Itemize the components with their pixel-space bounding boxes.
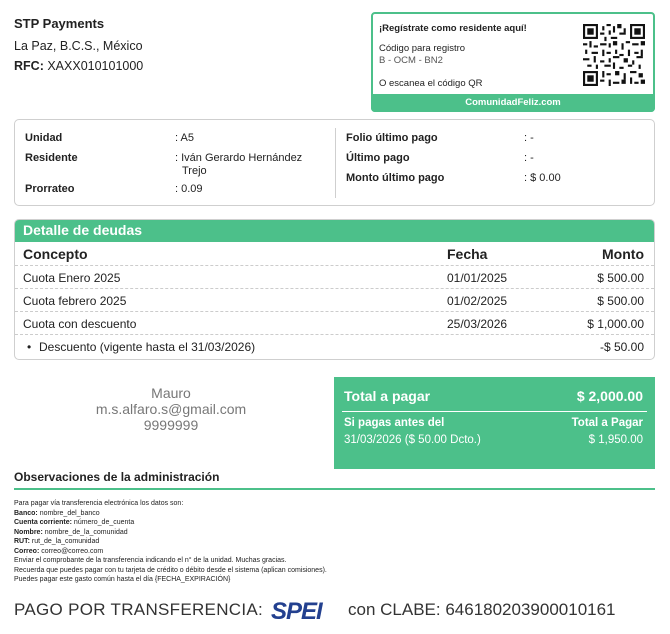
- obs-rut-label: RUT:: [14, 538, 30, 545]
- obs-banco: [14, 509, 327, 519]
- clabe-text: con CLABE: 646180203900010161: [348, 600, 616, 619]
- contact-email[interactable]: m.s.alfaro.s@gmail.com: [95, 401, 247, 417]
- unit-info-box: [14, 119, 655, 206]
- monto-ultimo-value: : $ 0.00: [524, 172, 561, 184]
- contact-block: [14, 385, 328, 433]
- obs-banco-value: nombre_del_banco: [39, 509, 100, 517]
- company-rfc: [14, 59, 143, 73]
- company-name: STP Payments: [14, 16, 105, 31]
- obs-correo-value: correo@correo.com: [41, 547, 104, 555]
- obs-correo: [14, 547, 327, 557]
- obs-nombre-label: Nombre:: [14, 528, 43, 536]
- contact-phone: 9999999: [143, 417, 199, 433]
- row-divider: [15, 265, 654, 266]
- obs-rut: [14, 537, 327, 547]
- total-box: [334, 377, 655, 469]
- discount-text: Descuento (vigente hasta el 31/03/2026): [39, 340, 256, 354]
- debt-title: Detalle de deudas: [23, 222, 143, 238]
- observations-title: Observaciones de la administración: [14, 470, 220, 484]
- observations-text: [14, 499, 327, 585]
- row-monto: $ 1,000.00: [587, 317, 644, 331]
- obs-cuenta-label: Cuenta corriente:: [14, 519, 72, 526]
- info-divider: [335, 128, 336, 198]
- obs-nombre-value: nombre_de_la_comunidad: [44, 528, 128, 536]
- row-fecha: 25/03/2026: [447, 317, 508, 331]
- registration-title: ¡Regístrate como residente aquí!: [379, 23, 527, 34]
- residente-value-line1: : Iván Gerardo Hernández: [175, 152, 303, 164]
- rfc-value: XAXX010101000: [47, 59, 144, 73]
- unidad-label: Unidad: [25, 132, 63, 144]
- spei-logo: SPEI: [271, 598, 322, 625]
- ultimo-pago-value: : -: [524, 152, 534, 164]
- row-concepto: Cuota febrero 2025: [23, 294, 127, 308]
- early-total-label: Total a Pagar: [571, 417, 643, 429]
- col-monto: Monto: [602, 246, 644, 262]
- row-concepto: Cuota con descuento: [23, 317, 137, 331]
- col-concepto: Concepto: [23, 246, 88, 262]
- payment-label: PAGO POR TRANSFERENCIA:: [14, 600, 264, 619]
- obs-line3: Puedes pagar este gasto común hasta el día {FECHA_EXPIRACIÓN}: [14, 576, 231, 583]
- obs-cuenta-value: número_de_cuenta: [73, 519, 135, 526]
- obs-correo-label: Correo:: [14, 547, 40, 555]
- unidad-value: : A5: [175, 132, 194, 144]
- total-value: $ 2,000.00: [576, 388, 643, 404]
- early-date: 31/03/2026 ($ 50.00 Dcto.): [344, 434, 481, 446]
- row-fecha: 01/02/2025: [447, 294, 508, 308]
- prorrateo-value: : 0.09: [175, 183, 203, 195]
- obs-cuenta: [14, 518, 327, 528]
- registration-link[interactable]: ComunidadFeliz.com: [371, 94, 655, 112]
- observations-rule: [14, 488, 655, 490]
- col-fecha: Fecha: [447, 246, 488, 262]
- early-label: Si pagas antes del: [344, 417, 445, 429]
- obs-rut-value: rut_de_la_comunidad: [31, 538, 100, 545]
- registration-code-label: Código para registro: [379, 43, 466, 54]
- row-monto: $ 500.00: [597, 294, 644, 308]
- row-divider: [15, 334, 654, 335]
- ultimo-pago-label: Último pago: [346, 152, 410, 164]
- bullet-icon: •: [27, 340, 32, 354]
- residente-value-line2: Trejo: [182, 165, 207, 177]
- obs-nombre: [14, 528, 327, 538]
- early-total-value: $ 1,950.00: [588, 434, 643, 446]
- registration-box: [371, 12, 655, 112]
- debt-detail-table: [14, 219, 655, 360]
- monto-ultimo-label: Monto último pago: [346, 172, 445, 184]
- total-divider: [342, 411, 647, 412]
- row-divider: [15, 311, 654, 312]
- company-address: La Paz, B.C.S., México: [14, 39, 143, 53]
- obs-line2: Recuerda que puedes pagar con tu tarjeta de crédito o débito desde el sistema (aplican comisiones).: [14, 566, 327, 574]
- qr-code-icon[interactable]: [583, 24, 645, 86]
- folio-label: Folio último pago: [346, 132, 438, 144]
- row-divider: [15, 288, 654, 289]
- row-monto: $ 500.00: [597, 271, 644, 285]
- obs-line1: Enviar el comprobante de la transferencia indicando el n° de la unidad. Muchas gracias.: [14, 557, 287, 564]
- registration-code: B - OCM - BN2: [379, 55, 443, 66]
- obs-banco-label: Banco:: [14, 509, 38, 517]
- residente-label: Residente: [25, 152, 78, 164]
- rfc-label: RFC:: [14, 59, 44, 73]
- obs-intro: Para pagar vía transferencia electrónica los datos son:: [14, 500, 184, 507]
- registration-scan-text: O escanea el código QR: [379, 78, 483, 89]
- contact-name: Mauro: [151, 385, 191, 401]
- row-concepto: Cuota Enero 2025: [23, 271, 121, 285]
- discount-amount: -$ 50.00: [599, 340, 644, 354]
- folio-value: : -: [524, 132, 534, 144]
- prorrateo-label: Prorrateo: [25, 183, 75, 195]
- row-fecha: 01/01/2025: [447, 271, 508, 285]
- total-label: Total a pagar: [344, 388, 431, 404]
